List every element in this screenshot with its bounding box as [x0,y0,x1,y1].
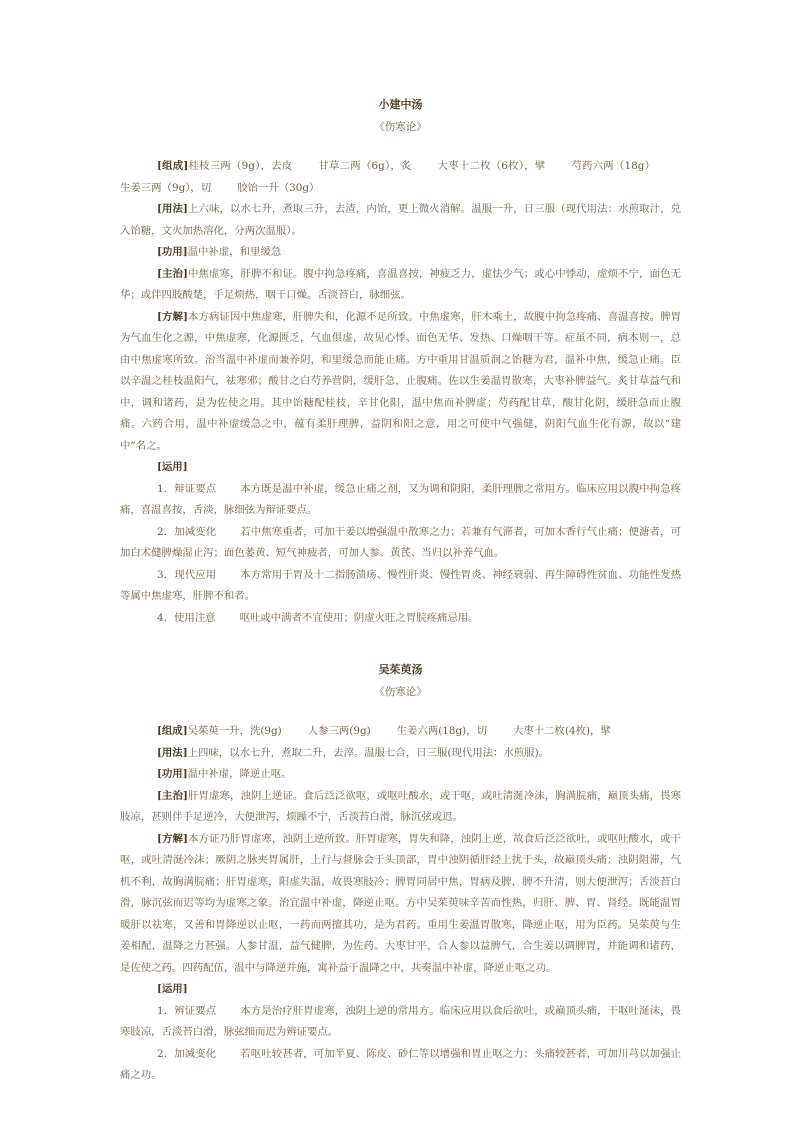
ingredient: 大枣十二枚(4枚)，擘 [513,725,611,737]
application-item-head: 2．加减变化 [157,525,217,538]
application-item-head: 4．使用注意 [157,611,216,624]
composition-paragraph [120,156,681,199]
application-item-head: 1．辨证要点 [157,1004,217,1017]
function-text: 温中补虚，和里缓急 [187,246,282,258]
application-item [120,1001,681,1044]
application-item-text: 若中焦寒重者，可加干姜以增强温中散寒之力；若兼有气滞者，可加木香行气止痛；便溏者，可加白术健脾燥湿止泻；面色萎黄、短气神疲者，可加人参、黄芪、当归以补养气血。 [120,525,681,559]
composition-paragraph [120,721,681,743]
indication-label: [主治] [157,267,188,280]
application-item [120,565,681,608]
formula-section-1 [120,94,681,629]
application-item [120,479,681,522]
application-label: [运用] [157,461,188,473]
application-item-head: 1．辩证要点 [157,482,217,495]
application-item [120,608,681,630]
application-list [120,1001,681,1087]
function-paragraph [120,242,681,264]
application-item-text: 呕吐或中满者不宜使用；阴虚火旺之胃脘疼痛忌用。 [239,611,479,624]
composition-label: [组成] [157,725,188,737]
indication-label: [主治] [157,789,188,802]
ingredient: 甘草二两（6g），炙 [318,160,412,172]
application-item [120,1044,681,1087]
ingredient: 生姜三两（9g），切 [120,181,212,194]
formula-section-2 [120,659,681,1087]
analysis-label: [方解] [157,832,188,845]
usage-paragraph [120,743,681,765]
application-item-head: 2．加减变化 [157,1047,217,1060]
usage-label: [用法] [157,203,188,215]
formula-source: 《伤寒论》 [374,686,427,698]
application-heading [120,979,681,1001]
usage-text: 上四味，以水七升，煮取二升，去滓。温服七合，日三服(现代用法：水煎服)。 [187,746,550,759]
ingredient: 桂枝三两（9g），去皮 [188,160,293,172]
formula-title: 小建中汤 [378,98,423,111]
ingredient: 人参三两(9g) [307,725,371,737]
application-item-text: 本方是治疗肝胃虚寒，浊阴上逆的常用方。临床应用以食后欲吐，或巅顶头痛，干呕吐涎沫，畏寒肢凉，舌淡苔白滑，脉弦细而迟为辨证要点。 [120,1004,681,1038]
composition-label: [组成] [157,160,189,172]
formula-title: 吴茱萸汤 [378,663,423,676]
ingredient: 大枣十二枚（6枚），擘 [437,160,546,172]
ingredient: 芍药六两（18g） [571,160,655,172]
indication-paragraph [120,264,681,307]
analysis-text: 本方证乃肝胃虚寒，浊阴上逆所致。肝胃虚寒，胃失和降，浊阴上逆，故食后泛泛欲吐，或呕吐酸水，或干呕，或吐清涎冷沫；厥阴之脉夹胃属肝，上行与督脉会于头顶部，胃中浊阴循肝经上扰于头，故巅顶头痛；浊阴阻滞，气机不利，故胸满脘痛；肝胃虚寒，阳虚失温，故畏寒肢冷；脾胃同居中焦，胃病及脾，脾不升清，则大便泄泻；舌淡苔白滑，脉沉弦而迟等均为虚寒之象。治宜温中补虚，降逆止呕。方中吴茱萸味辛苦而性热，归肝、脾、胃、肾经。既能温胃暖肝以祛寒，又善和胃降逆以止呕，一药而两擅其功，是为君药。重用生姜温胃散寒，降逆止呕，用为臣药。吴茱萸与生姜相配，温降之力甚强。人参甘温，益气健脾，为佐药。大枣甘平，合人参以益脾气，合生姜以调脾胃，并能调和诸药，是佐使之药。四药配伍，温中与降逆并施，寓补益于温降之中，共奏温中补虚，降逆止呕之功。 [120,832,681,974]
application-list [120,479,681,630]
function-label: [功用] [157,768,188,780]
ingredient: 生姜六两(18g)，切 [396,725,487,737]
indication-paragraph [120,786,681,829]
composition-list [188,725,637,737]
application-item-text: 本方既是温中补虚，缓急止痛之剂，又为调和阴阳，柔肝理脾之常用方。临床应用以腹中拘急疼痛，喜温喜按，舌淡，脉细弦为辩证要点。 [120,482,681,516]
application-item-text: 若呕吐较甚者，可加半夏、陈皮、砂仁等以增强和胃止呕之力；头痛较甚者，可加川芎以加强止痛之功。 [120,1047,681,1081]
application-heading [120,457,681,479]
usage-paragraph [120,199,681,242]
analysis-paragraph [120,307,681,458]
application-item [120,522,681,565]
formula-source: 《伤寒论》 [374,121,427,133]
usage-label: [用法] [157,746,188,759]
analysis-label: [方解] [157,310,188,323]
analysis-paragraph [120,829,681,980]
application-label: [运用] [157,983,188,995]
analysis-text: 本方病证因中焦虚寒，肝脾失和，化源不足所致。中焦虚寒，肝木乘土，故腹中拘急疼痛、喜温喜按。脾胃为气血生化之源，中焦虚寒，化源匮乏，气血俱虚，故见心悸、面色无华、发热、口燥咽干等。症虽不同，病本则一，总由中焦虚寒所致。治当温中补虚而兼养阴，和里缓急而能止痛。方中重用甘温质润之饴糖为君，温补中焦，缓急止痛。臣以辛温之桂枝温阳气，祛寒邪；酸甘之白芍养营阴，缓肝急，止腹痛。佐以生姜温胃散寒，大枣补脾益气。炙甘草益气和中，调和诸药，是为佐使之用。其中饴糖配桂枝，辛甘化阳，温中焦而补脾虚；芍药配甘草，酸甘化阴，缓肝急而止腹痛。六药合用，温中补虚缓急之中，蕴有柔肝理脾，益阴和阳之意，用之可使中气强健，阴阳气血生化有源，故以“建中”名之。 [120,310,681,452]
function-paragraph [120,764,681,786]
composition-list [120,160,681,194]
application-item-text: 本方常用于胃及十二指肠溃疡、慢性肝炎、慢性胃炎、神经衰弱、再生障碍性贫血、功能性发热等属中焦虚寒，肝脾不和者。 [120,568,681,602]
usage-text: 上六味，以水七升，煮取三升，去渣，内饴，更上微火消解。温服一升，日三服（现代用法：水煎取汁，兑入饴糖，文火加热溶化，分两次温服）。 [120,203,681,237]
function-label: [功用] [157,246,188,258]
indication-text: 中焦虚寒，肝脾不和证。腹中拘急疼痛，喜温喜按，神疲乏力，虚怯少气；或心中悸动，虚烦不宁，面色无华；或伴四肢酸楚，手足烦热，咽干口燥。舌淡苔白，脉细弦。 [120,267,681,301]
function-text: 温中补虚，降逆止呕。 [187,768,292,780]
ingredient: 胶饴一升（30g） [237,181,320,194]
indication-text: 肝胃虚寒，浊阴上逆证。食后泛泛欲呕，或呕吐酸水，或干呕，或吐清涎冷沫，胸满脘痛，巅顶头痛，畏寒肢凉，甚则伴手足逆冷，大便泄泻，烦躁不宁，舌淡苔白滑，脉沉弦或迟。 [120,789,681,823]
application-item-head: 3．现代应用 [157,568,217,581]
ingredient: 吴茱萸一升，洗(9g) [187,725,282,737]
